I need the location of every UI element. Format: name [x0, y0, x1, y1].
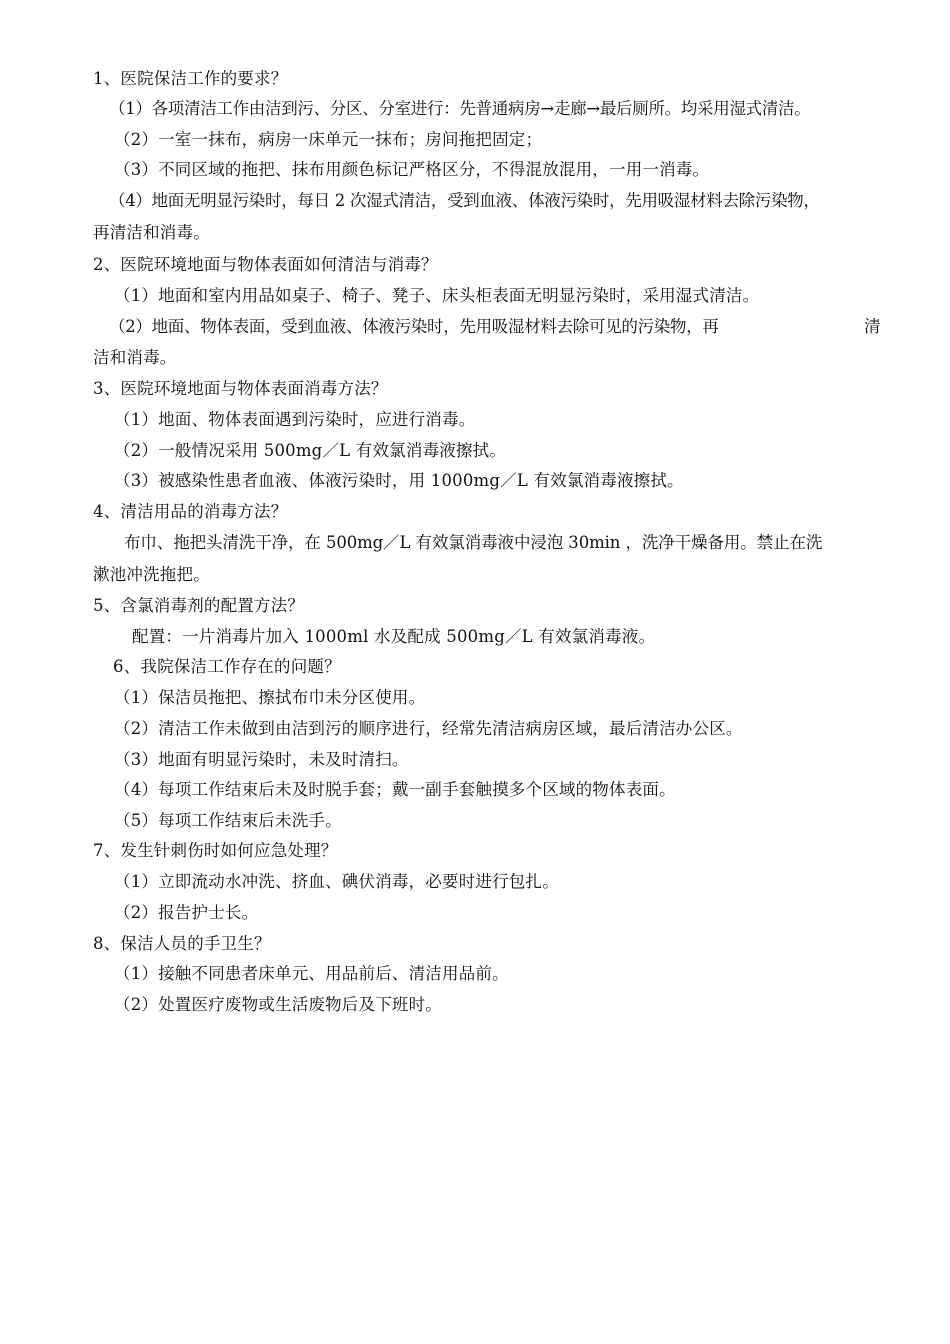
section-4-item-1: 布巾、拖把头清洗干净，在 500mg／L 有效氯消毒液中浸泡 30min ，洗净干燥备用。禁止在洗 — [124, 533, 823, 552]
section-2-item-2-tail: 清 — [864, 317, 881, 336]
section-3-item-2: （2）一般情况采用 500mg／L 有效氯消毒液擦拭。 — [114, 441, 507, 460]
section-6-heading: 6、我院保洁工作存在的问题？ — [113, 657, 341, 676]
section-7-item-1: （1）立即流动水冲洗、挤血、碘伏消毒，必要时进行包扎。 — [114, 872, 559, 891]
section-3-heading: 3、医院环境地面与物体表面消毒方法？ — [93, 379, 388, 398]
section-7-heading: 7、发生针刺伤时如何应急处理？ — [93, 841, 338, 860]
section-8-heading: 8、保洁人员的手卫生？ — [93, 934, 271, 953]
section-1-item-4-continued: 再清洁和消毒。 — [93, 223, 210, 242]
section-6-item-4: （4）每项工作结束后未及时脱手套；戴一副手套触摸多个区域的物体表面。 — [114, 780, 676, 799]
section-1-item-3: （3）不同区域的拖把、抹布用颜色标记严格区分，不得混放混用，一用一消毒。 — [114, 160, 710, 179]
section-3-item-3: （3）被感染性患者血液、体液污染时，用 1000mg／L 有效氯消毒液擦拭。 — [114, 471, 684, 490]
section-1-heading: 1、医院保洁工作的要求？ — [93, 69, 288, 88]
section-1-item-4: （4）地面无明显污染时，每日 2 次湿式清洁，受到血液、体液污染时，先用吸湿材料去除污染物， — [109, 191, 820, 210]
section-3-item-1: （1）地面、物体表面遇到污染时，应进行消毒。 — [114, 410, 476, 429]
section-4-item-1-continued: 漱池冲洗拖把。 — [93, 565, 210, 584]
section-6-item-5: （5）每项工作结束后未洗手。 — [114, 811, 342, 830]
section-6-item-1: （1）保洁员拖把、擦拭布巾未分区使用。 — [114, 688, 426, 707]
section-6-item-2: （2）清洁工作未做到由洁到污的顺序进行，经常先清洁病房区域，最后清洁办公区。 — [114, 719, 743, 738]
section-2-item-1: （1）地面和室内用品如桌子、椅子、凳子、床头柜表面无明显污染时，采用湿式清洁。 — [114, 286, 760, 305]
section-6-item-3: （3）地面有明显污染时，未及时清扫。 — [114, 750, 409, 769]
section-5-item-1: 配置：一片消毒片加入 1000ml 水及配成 500mg／L 有效氯消毒液。 — [132, 627, 656, 646]
section-8-item-1: （1）接触不同患者床单元、用品前后、清洁用品前。 — [114, 964, 509, 983]
section-1-item-2: （2）一室一抹布，病房一床单元一抹布；房间拖把固定； — [114, 130, 543, 149]
section-7-item-2: （2）报告护士长。 — [114, 903, 259, 922]
section-8-item-2: （2）处置医疗废物或生活废物后及下班时。 — [114, 995, 442, 1014]
section-1-item-1: （1）各项清洁工作由洁到污、分区、分室进行：先普通病房→走廊→最后厕所。均采用湿式清洁。 — [109, 99, 811, 118]
section-5-heading: 5、含氯消毒剂的配置方法？ — [93, 596, 305, 615]
section-2-heading: 2、医院环境地面与物体表面如何清洁与消毒？ — [93, 255, 438, 274]
section-4-heading: 4、清洁用品的消毒方法？ — [93, 502, 288, 521]
section-2-item-2-continued: 洁和消毒。 — [93, 348, 177, 367]
section-2-item-2: （2）地面、物体表面，受到血液、体液污染时，先用吸湿材料去除可见的污染物，再 — [109, 317, 719, 336]
